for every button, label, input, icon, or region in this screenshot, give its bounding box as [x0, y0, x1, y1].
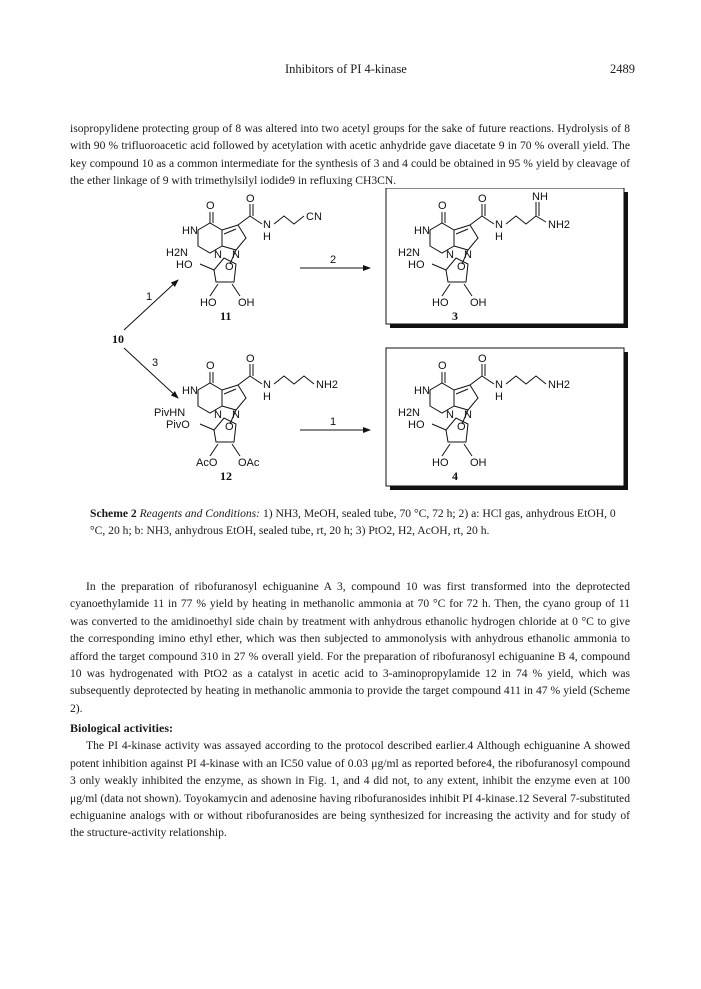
scheme-figure	[60, 188, 660, 503]
atom-OH: OH	[470, 297, 487, 309]
atom-NH2: NH2	[548, 219, 571, 231]
arrow-label: 1	[146, 291, 153, 303]
atom-HO: HO	[432, 457, 449, 469]
atom-O: O	[478, 193, 487, 205]
atom-N: N	[495, 219, 503, 231]
atom-O: O	[225, 421, 234, 433]
scheme-caption	[90, 505, 620, 539]
atom-N: N	[263, 379, 271, 391]
scheme-drawing	[60, 188, 660, 503]
atom-N: N	[464, 249, 472, 261]
atom-N: N	[232, 409, 240, 421]
atom-N: N	[263, 219, 271, 231]
atom-HO: HO	[408, 419, 425, 431]
arrow-step-3-lower	[124, 348, 178, 398]
arrow-step-1-upper	[124, 280, 178, 330]
atom-H2N: H2N	[166, 247, 189, 259]
atom-N: N	[495, 379, 503, 391]
atom-H2N: H2N	[398, 407, 421, 419]
atom-O: O	[457, 261, 466, 273]
atom-N: N	[232, 249, 240, 261]
prep-paragraph-block	[70, 578, 630, 717]
atom-N: N	[446, 249, 454, 261]
atom-PivHN: PivHN	[154, 407, 186, 419]
atom-O: O	[457, 421, 466, 433]
atom-O: O	[225, 261, 234, 273]
atom-N: N	[214, 249, 222, 261]
atom-HN: HN	[414, 225, 430, 237]
intro-paragraph-block	[70, 120, 630, 190]
atom-H: H	[495, 231, 503, 243]
caption-label: Scheme 2	[90, 507, 137, 520]
arrow-step-1-lower	[300, 416, 370, 430]
bio-section	[70, 720, 630, 842]
atom-O: O	[206, 200, 215, 212]
atom-N: N	[446, 409, 454, 421]
atom-HO: HO	[432, 297, 449, 309]
atom-NH2: NH2	[548, 379, 571, 391]
structure-compound-4	[386, 348, 628, 490]
intro-paragraph: isopropylidene protecting group of 8 was altered into two acetyl groups for the sake of future reactions. Hydrolysis of 8 with 90 % trifluoroacetic acid followed by acetylation with acetic anhydride gave diacetate 9 in 70 % overall yield. The key compound 10 as a common intermediate for the synthesis of 3 and 4 could be obtained in 95 % yield by cleavage of the ether linkage of 9 with trimethylsilyl iodide9 in refluxing CH3CN.	[70, 122, 630, 188]
atom-H: H	[263, 231, 271, 243]
atom-NH2: NH2	[316, 379, 339, 391]
atom-HO: HO	[200, 297, 217, 309]
atom-N: N	[464, 409, 472, 421]
atom-OH: OH	[238, 297, 255, 309]
caption-lead: Reagents and Conditions:	[139, 507, 261, 520]
compound-number-11: 11	[220, 309, 232, 323]
atom-H: H	[495, 391, 503, 403]
atom-HN: HN	[182, 225, 198, 237]
atom-AcO: AcO	[196, 457, 218, 469]
structure-compound-12	[154, 353, 338, 483]
atom-CN: CN	[306, 211, 322, 223]
atom-HO: HO	[408, 259, 425, 271]
compound-number-12: 12	[220, 469, 232, 483]
structure-compound-3	[386, 188, 628, 328]
section-heading: Biological activities:	[70, 721, 173, 735]
atom-O: O	[246, 193, 255, 205]
atom-HN: HN	[414, 385, 430, 397]
atom-PivO: PivO	[166, 419, 190, 431]
arrow-label: 3	[152, 357, 159, 369]
atom-H: H	[263, 391, 271, 403]
atom-O: O	[438, 200, 447, 212]
structure-compound-11	[166, 193, 322, 323]
atom-NH: NH	[532, 191, 548, 203]
atom-O: O	[246, 353, 255, 365]
compound-number-10: 10	[112, 332, 124, 346]
atom-N: N	[214, 409, 222, 421]
atom-HN: HN	[182, 385, 198, 397]
atom-O: O	[478, 353, 487, 365]
atom-O: O	[438, 360, 447, 372]
arrow-label: 1	[330, 416, 337, 428]
running-title: Inhibitors of PI 4-kinase	[285, 62, 407, 76]
atom-O: O	[206, 360, 215, 372]
atom-OH: OH	[470, 457, 487, 469]
caption-text: 1) NH3, MeOH, sealed tube, 70 °C, 72 h; 2) a: HCl gas, anhydrous EtOH, 0 °C, 20 h; b: NH3, anhydrous EtOH, sealed tube, rt, 20 h; 3) PtO2, H2, AcOH, rt, 20 h.	[90, 507, 616, 538]
compound-number-4: 4	[452, 469, 458, 483]
compound-number-3: 3	[452, 309, 458, 323]
atom-HO: HO	[176, 259, 193, 271]
prep-paragraph: In the preparation of ribofuranosyl echiguanine A 3, compound 10 was first transformed into the deprotected cyanoethylamide 11 in 77 % yield by heating in methanolic ammonia at 70 °C for 72 h. Then, the cyano group of 11 was converted to the amidinoethyl side chain by treatment with anhydrous ethanolic hydrogen chloride at 0 °C to give the corresponding imino ethyl ether, which was then subjected to ammonolysis with anhydrous ethanolic ammonia to afford the target compound 310 in 27 % overall yield. For the preparation of ribofuranosyl echiguanine B 4, compound 10 was hydrogenated with PtO2 as a catalyst in acetic acid to 3-aminopropylamide 12 in 74 % yield, which was subsequently deprotected by heating in methanolic ammonia to provide the target compound 411 in 47 % yield (Scheme 2).	[70, 580, 630, 715]
atom-H2N: H2N	[398, 247, 421, 259]
arrow-label: 2	[330, 254, 337, 266]
bio-paragraph: The PI 4-kinase activity was assayed according to the protocol described earlier.4 Although echiguanine A showed potent inhibition against PI 4-kinase with an IC50 value of 0.03 μg/ml as reported before4, the ribofuranosyl compound 3 only weakly inhibited the enzyme, as shown in Fig. 1, and 4 did not, to any extent, inhibit the enzyme even at 100 μg/ml (data not shown). Toyokamycin and adenosine having ribofuranosides inhibit PI 4-kinase.12 Several 7-substituted echiguanine analogs with or without ribofuranosides are being synthesized for increasing the activity and for study of the structure-activity relationship.	[70, 739, 630, 840]
arrow-step-2	[300, 254, 370, 268]
atom-OAc: OAc	[238, 457, 260, 469]
page-number: 2489	[610, 62, 635, 76]
